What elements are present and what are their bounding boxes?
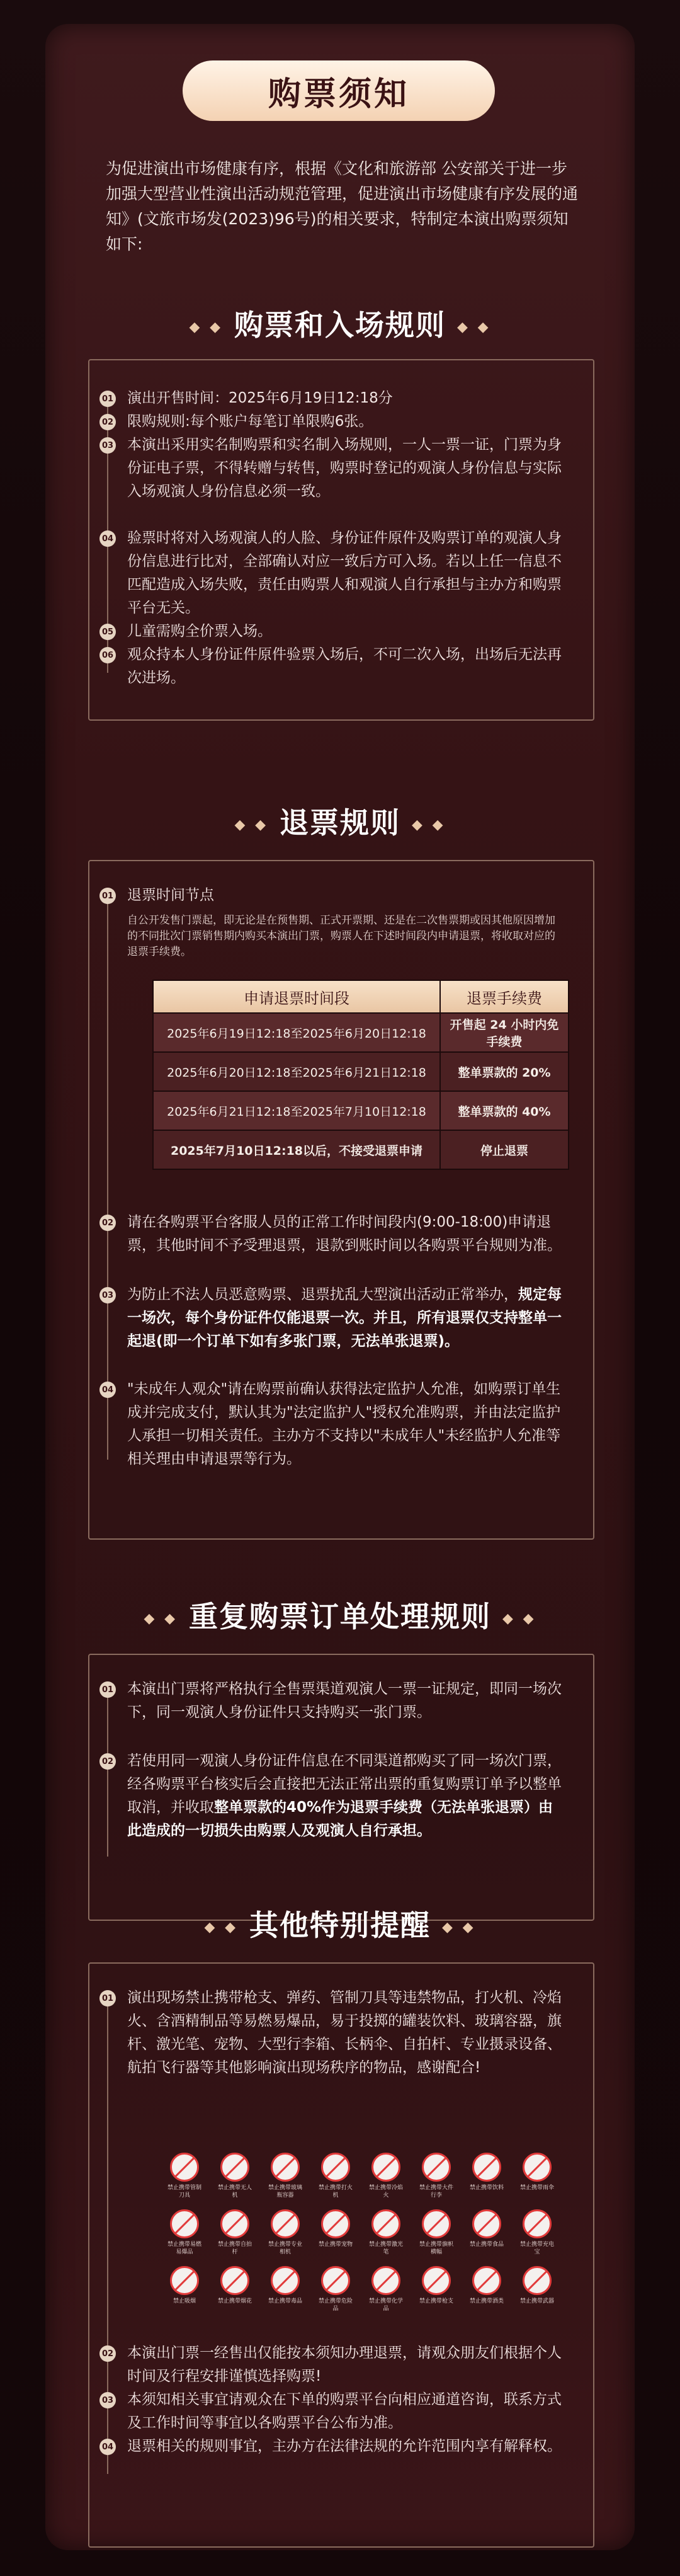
refund-text: "未成年人观众"请在购票前确认获得法定监护人允准，如购票订单生成并完成支付，默认其为"法定监护人"授权允准购票，并由法定监护人承担一切相关责任。主办方不支持以"未成年人"未经监护人允准等相关理由申请退票等行为。 [127, 1381, 561, 1467]
table-row [153, 1091, 569, 1130]
prohibited-sign-icon [523, 2209, 552, 2238]
decor-left-icon: ◆ ◆ [204, 1920, 238, 1935]
prohibited-sign-icon [321, 2266, 350, 2295]
rule-item [101, 527, 562, 620]
rule-item [101, 620, 562, 643]
prohibited-item-label: 禁止携带激光笔 [368, 2241, 403, 2255]
reminder-item [101, 2388, 562, 2435]
prohibited-item-label: 禁止携带危险品 [318, 2298, 353, 2312]
rule-text: 演出开售时间：2025年6月19日12:18分 [127, 390, 393, 406]
prohibited-item [467, 2153, 506, 2192]
number-badge: 01 [99, 1681, 116, 1698]
number-badge: 06 [99, 647, 116, 663]
rule-text: 本演出采用实名制购票和实名制入场规则，一人一票一证，门票为身份证电子票，不得转赠与转售，购票时登记的观演人身份信息与实际入场观演人身份信息必须一致。 [127, 437, 562, 500]
table-cell: 整单票款的 20% [440, 1052, 569, 1091]
prohibited-item-label: 禁止吸烟 [173, 2298, 196, 2304]
rule-item [101, 410, 562, 433]
prohibited-item [467, 2266, 506, 2305]
prohibited-item-label: 禁止携带专业相机 [268, 2241, 302, 2255]
decor-left-icon: ◆ ◆ [234, 817, 268, 833]
prohibited-item-label: 禁止携带自拍杆 [217, 2241, 252, 2255]
rule-text: 儿童需购全价票入场。 [127, 623, 272, 639]
rule-item [101, 643, 562, 690]
reminder-text: 演出现场禁止携带枪支、弹药、管制刀具等违禁物品，打火机、冷焰火、含酒精制品等易燃易爆品，易于投掷的罐装饮料、玻璃容器，旗杆、激光笔、宠物、大型行李箱、长柄伞、自拍杆、专业摄录设备、航拍飞行器等其他影响演出现场秩序的物品，感谢配合! [127, 1989, 562, 2076]
prohibited-item-label: 禁止携带酒类 [469, 2298, 504, 2304]
prohibited-item [165, 2266, 204, 2305]
table-cell: 2025年7月10日12:18以后，不接受退票申请 [153, 1130, 440, 1169]
intro-paragraph: 为促进演出市场健康有序，根据《文化和旅游部 公安部关于进一步加强大型营业性演出活动规范管理，促进演出市场健康有序发展的通知》(文旅市场发(2023)96号)的相关要求，特制定本演出购票须知如下: [106, 159, 579, 253]
prohibited-sign-icon [271, 2153, 300, 2182]
number-badge: 02 [99, 1215, 116, 1231]
prohibited-item-label: 禁止携带武器 [519, 2298, 554, 2304]
prohibited-item-label: 禁止携带食品 [469, 2241, 504, 2248]
refund-item [101, 1211, 562, 1257]
prohibited-sign-icon [321, 2209, 350, 2238]
table-header: 退票手续费 [440, 980, 569, 1013]
ticketing-rules-box [88, 359, 594, 721]
prohibited-sign-icon [271, 2209, 300, 2238]
decor-right-icon: ◆ ◆ [502, 1611, 536, 1627]
table-row [153, 1130, 569, 1169]
prohibited-item-label: 禁止携带枪支 [419, 2298, 453, 2304]
refund-item [101, 884, 562, 907]
prohibited-item [417, 2266, 456, 2305]
prohibited-item-label: 禁止携带充电宝 [519, 2241, 554, 2255]
prohibited-sign-icon [523, 2153, 552, 2182]
number-badge: 04 [99, 2439, 116, 2455]
reminder-item [101, 2342, 562, 2388]
prohibited-item [518, 2209, 557, 2256]
prohibited-item-label: 禁止携带玻璃瓶容器 [268, 2185, 302, 2199]
number-badge: 05 [99, 624, 116, 640]
prohibited-sign-icon [170, 2266, 199, 2295]
section-title-text: 购票和入场规则 [234, 308, 446, 342]
number-badge: 02 [99, 2345, 116, 2362]
section-title-reminders [0, 1903, 680, 1944]
refund-text-bold: 规定每一场次，每个身份证件仅能退票一次。并且，所有退票仅支持整单一起退(即一个订单下如有多张门票，无法单张退票)。 [127, 1286, 562, 1349]
prohibited-item-label: 禁止携带化学品 [368, 2298, 403, 2312]
prohibited-item [215, 2209, 254, 2256]
number-badge: 04 [99, 530, 116, 547]
refund-fee-table [152, 980, 569, 1170]
refund-text: 为防止不法人员恶意购票、退票扰乱大型演出活动正常举办， [127, 1286, 518, 1303]
prohibited-sign-icon [170, 2209, 199, 2238]
reminder-text: 本演出门票一经售出仅能按本须知办理退票，请观众朋友们根据个人时间及行程安排谨慎选择购票! [127, 2345, 562, 2384]
table-cell: 停止退票 [440, 1130, 569, 1169]
table-header: 申请退票时间段 [153, 980, 440, 1013]
prohibited-sign-icon [271, 2266, 300, 2295]
refund-label: 退票时间节点 [127, 887, 214, 903]
table-row [153, 1052, 569, 1091]
prohibited-item [316, 2266, 355, 2313]
prohibited-item-label: 禁止携带饮料 [469, 2185, 504, 2191]
rule-text: 限购规则:每个账户每笔订单限购6张。 [127, 413, 373, 430]
number-badge: 02 [99, 1753, 116, 1770]
duplicate-rules-box [88, 1654, 594, 1921]
decor-left-icon: ◆ ◆ [144, 1611, 178, 1627]
table-cell: 2025年6月19日12:18至2025年6月20日12:18 [153, 1013, 440, 1052]
number-badge: 01 [99, 888, 116, 904]
prohibited-sign-icon [422, 2209, 451, 2238]
prohibited-item [518, 2266, 557, 2305]
prohibited-sign-icon [220, 2266, 249, 2295]
prohibited-sign-icon [472, 2209, 501, 2238]
number-badge: 01 [99, 1990, 116, 2006]
section-title-text: 重复购票订单处理规则 [189, 1600, 491, 1634]
prohibited-item [266, 2153, 305, 2199]
section-title-text: 退票规则 [280, 806, 400, 840]
prohibited-sign-icon [422, 2153, 451, 2182]
prohibited-sign-icon [371, 2266, 400, 2295]
refund-note: 自公开发售门票起，即无论是在预售期、正式开票期、还是在二次售票期或因其他原因增加的不同批次门票销售期内购买本演出门票，购票人在下述时间段内申请退票，将收取对应的退票手续费。 [127, 914, 555, 958]
prohibited-item [316, 2209, 355, 2248]
reminders-box [88, 1962, 594, 2548]
prohibited-sign-icon [371, 2209, 400, 2238]
prohibited-sign-icon [220, 2153, 249, 2182]
section-title-ticketing [0, 302, 680, 344]
number-badge: 03 [99, 437, 116, 454]
prohibited-item [366, 2266, 405, 2313]
rule-text: 验票时将对入场观演人的人脸、身份证件原件及购票订单的观演人身份信息进行比对，全部确认对应一致后方可入场。若以上任一信息不匹配造成入场失败，责任由购票人和观演人自行承担与主办方和购票平台无关。 [127, 530, 562, 616]
table-cell: 2025年6月20日12:18至2025年6月21日12:18 [153, 1052, 440, 1091]
prohibited-item-label: 禁止携带冷焰火 [368, 2185, 403, 2199]
prohibited-item-label: 禁止携带无人机 [217, 2185, 252, 2199]
refund-rules-box [88, 860, 594, 1540]
prohibited-item [467, 2209, 506, 2248]
prohibited-item-label: 禁止携带大件行李 [419, 2185, 453, 2199]
table-cell: 2025年6月21日12:18至2025年7月10日12:18 [153, 1091, 440, 1130]
prohibited-sign-icon [472, 2153, 501, 2182]
reminder-item [101, 1986, 562, 2080]
decor-right-icon: ◆ ◆ [457, 319, 491, 335]
rule-item [101, 387, 562, 410]
prohibited-item [165, 2153, 204, 2199]
duplicate-text: 若使用同一观演人身份证件信息在不同渠道都购买了同一场次门票，经各购票平台核实后会直接把无法正常出票的重复购票订单予以整单取消，并收取 [127, 1753, 562, 1816]
reminder-text: 本须知相关事宜请观众在下单的购票平台向相应通道咨询，联系方式及工作时间等事宜以各购票平台公布为准。 [127, 2391, 562, 2431]
prohibited-item [417, 2209, 456, 2256]
prohibited-item [316, 2153, 355, 2199]
prohibited-sign-icon [321, 2153, 350, 2182]
decor-right-icon: ◆ ◆ [412, 817, 446, 833]
prohibited-sign-icon [523, 2266, 552, 2295]
prohibited-sign-icon [422, 2266, 451, 2295]
prohibited-item [266, 2209, 305, 2256]
number-badge: 03 [99, 2392, 116, 2408]
prohibited-item [215, 2266, 254, 2305]
prohibited-item-label: 禁止携带旗帜横幅 [419, 2241, 453, 2255]
duplicate-item [101, 1678, 562, 1724]
prohibited-item [366, 2209, 405, 2256]
refund-text: 请在各购票平台客服人员的正常工作时间段内(9:00-18:00)申请退票，其他时间不予受理退票，退款到账时间以各购票平台规则为准。 [127, 1214, 562, 1254]
prohibited-item [518, 2153, 557, 2192]
prohibited-item-label: 禁止携带毒品 [268, 2298, 302, 2304]
duplicate-text: 本演出门票将严格执行全售票渠道观演人一票一证规定，即同一场次下，同一观演人身份证件只支持购买一张门票。 [127, 1681, 562, 1720]
prohibited-sign-icon [472, 2266, 501, 2295]
prohibited-sign-icon [170, 2153, 199, 2182]
decor-right-icon: ◆ ◆ [442, 1920, 476, 1935]
page-title: 购票须知 [183, 60, 495, 121]
reminder-item [101, 2435, 562, 2458]
prohibited-item [366, 2153, 405, 2199]
prohibited-item [215, 2153, 254, 2199]
prohibited-item [165, 2209, 204, 2256]
section-title-text: 其他特别提醒 [249, 1908, 431, 1942]
duplicate-text-bold: 整单票款的40%作为退票手续费（无法单张退票）由此造成的一切损失由购票人及观演人自行承担。 [127, 1799, 553, 1839]
refund-item [101, 1378, 562, 1471]
table-cell: 开售起 24 小时内免手续费 [440, 1013, 569, 1052]
prohibited-item [417, 2153, 456, 2199]
table-row [153, 1013, 569, 1052]
table-cell: 整单票款的 40% [440, 1091, 569, 1130]
number-badge: 04 [99, 1382, 116, 1398]
prohibited-item-label: 禁止携带打火机 [318, 2185, 353, 2199]
prohibited-item-label: 禁止携带烟花 [217, 2298, 252, 2304]
prohibited-item-label: 禁止携带管制刀具 [167, 2185, 201, 2199]
section-title-duplicate [0, 1594, 680, 1635]
prohibited-item-label: 禁止携带易燃易爆品 [167, 2241, 201, 2255]
prohibited-sign-icon [220, 2209, 249, 2238]
refund-item [101, 1283, 562, 1353]
section-title-refund [0, 800, 680, 842]
prohibited-item [266, 2266, 305, 2305]
number-badge: 02 [99, 414, 116, 430]
rule-text: 观众持本人身份证件原件验票入场后，不可二次入场，出场后无法再次进场。 [127, 646, 562, 686]
duplicate-item [101, 1749, 562, 1843]
prohibited-item-label: 禁止携带宠物 [318, 2241, 353, 2248]
reminder-text: 退票相关的规则事宜，主办方在法律法规的允许范围内享有解释权。 [127, 2438, 562, 2454]
decor-left-icon: ◆ ◆ [189, 319, 223, 335]
prohibited-item-label: 禁止携带雨伞 [519, 2185, 554, 2191]
number-badge: 03 [99, 1287, 116, 1303]
rule-item [101, 433, 562, 503]
timeline-line [107, 893, 108, 1460]
prohibited-sign-icon [371, 2153, 400, 2182]
number-badge: 01 [99, 391, 116, 407]
prohibited-items-grid [165, 2153, 555, 2329]
